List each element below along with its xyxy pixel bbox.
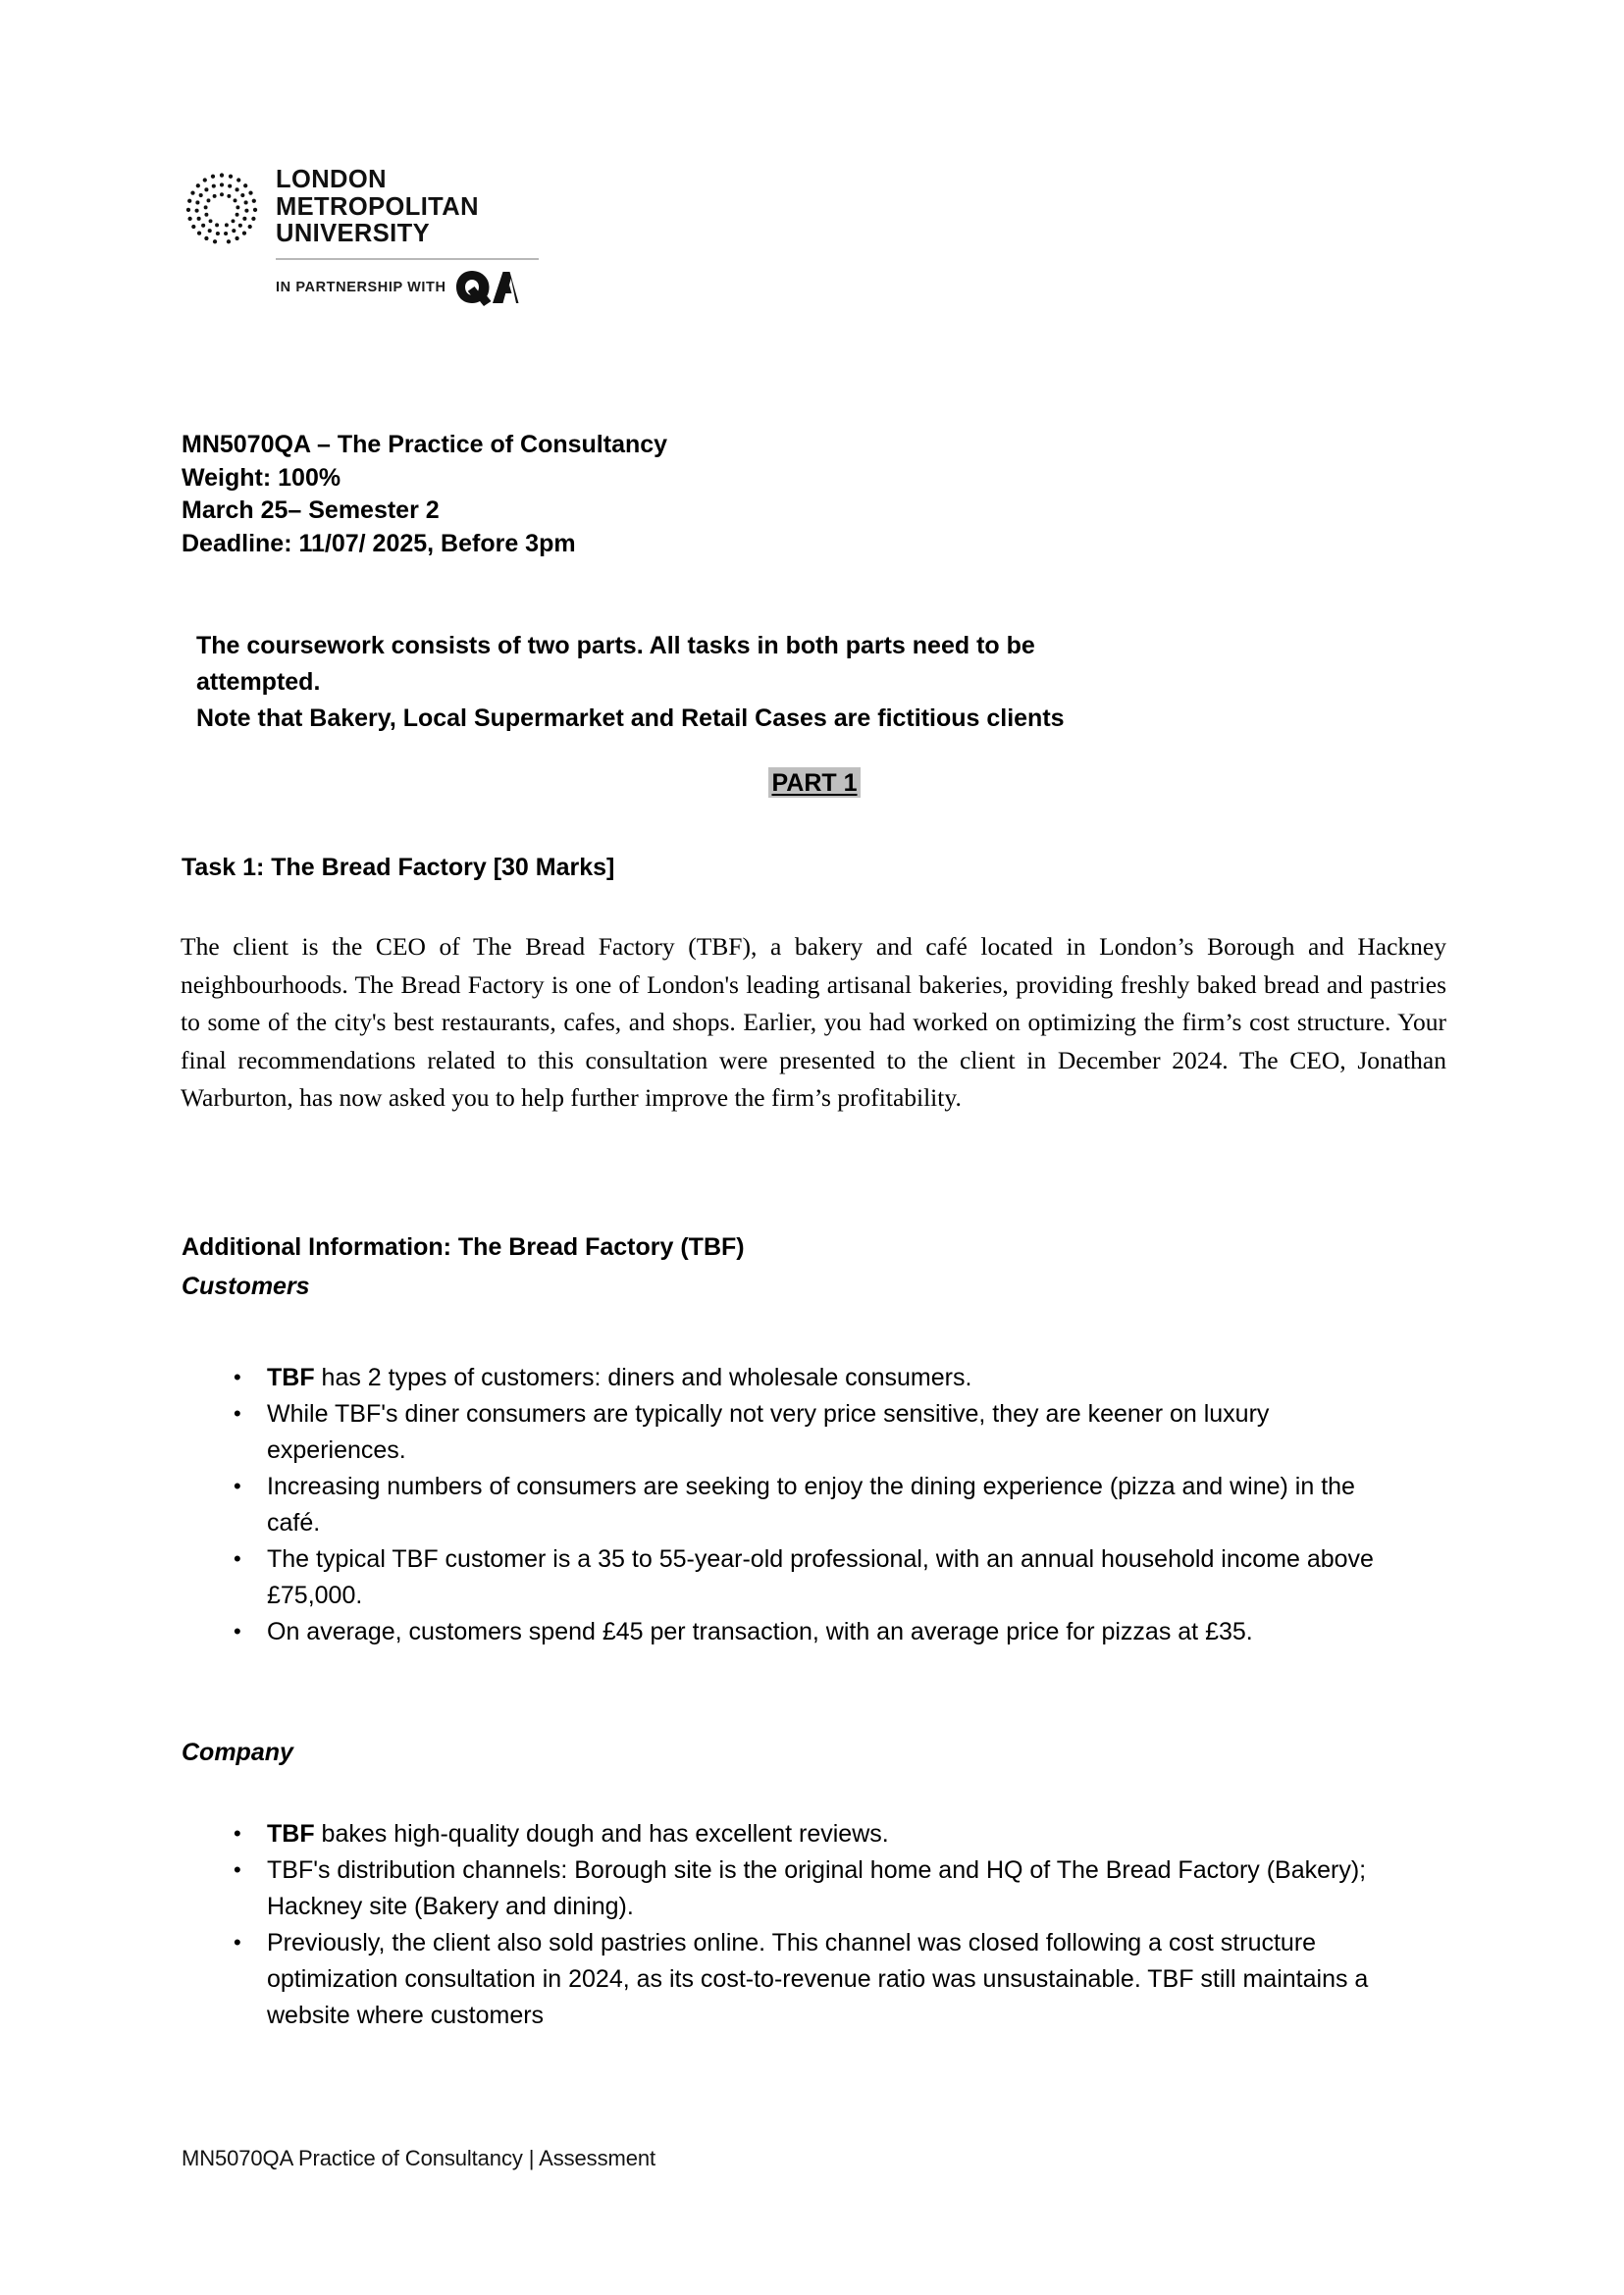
bullet-bold-lead: TBF: [267, 1364, 315, 1391]
task-1-heading: Task 1: The Bread Factory [30 Marks]: [182, 854, 615, 881]
list-item: [210, 1541, 1388, 1614]
logo-line-london: LONDON: [276, 166, 387, 193]
logo-row: [182, 167, 594, 249]
instruction-line-2: attempted.: [196, 668, 321, 696]
list-item: [210, 1614, 1388, 1650]
term-line: March 25– Semester 2: [182, 496, 440, 524]
additional-information-heading: Additional Information: The Bread Factory (TBF): [182, 1233, 745, 1261]
list-item: [210, 1925, 1388, 2034]
logo-line-university: UNIVERSITY: [276, 220, 431, 247]
bullet-text: TBF's distribution channels: Borough site is the original home and HQ of The Bread Factory (Bakery); Hackney site (Bakery and dining).: [267, 1856, 1367, 1920]
company-subheading: Company: [182, 1739, 293, 1766]
logo-divider: [276, 258, 539, 260]
coursework-instructions: [196, 628, 1447, 737]
list-item: [210, 1816, 1388, 1852]
university-logo: [182, 167, 594, 306]
task-1-case-paragraph: The client is the CEO of The Bread Factory (TBF), a bakery and café located in London’s Borough and Hackney neighbourhoods. The Bread Factory is one of London's leading artisanal bakeries, providing freshly baked bread and pastries to some of the city's best restaurants, cafes, and shops. Earlier, you had worked on optimizing the firm’s cost structure. Your final recommendations related to this consultation were presented to the client in December 2024. The CEO, Jonathan Warburton, has now asked you to help further improve the firm’s profitability.: [181, 932, 1446, 1112]
bullet-text: While TBF's diner consumers are typically not very price sensitive, they are keener on luxury experiences.: [267, 1400, 1270, 1464]
bullet-text: Previously, the client also sold pastries online. This channel was closed following a cost structure optimization consultation in 2024, as its cost-to-revenue ratio was unsustainable. TBF still maintains a website where customers: [267, 1929, 1369, 2029]
company-bullet-list: [210, 1816, 1388, 2034]
part-heading-wrap: [182, 767, 1447, 798]
bullet-text: Increasing numbers of consumers are seeking to enjoy the dining experience (pizza and wine) in the café.: [267, 1473, 1355, 1537]
bullet-bold-lead: TBF: [267, 1820, 315, 1848]
customers-bullet-list: [210, 1360, 1388, 1650]
list-item: [210, 1396, 1388, 1469]
customers-subheading: Customers: [182, 1273, 310, 1300]
partnership-row: [276, 269, 594, 306]
partnership-label: IN PARTNERSHIP WITH: [276, 279, 446, 295]
list-item: [210, 1852, 1388, 1925]
bullet-text: bakes high-quality dough and has excellent reviews.: [314, 1820, 889, 1848]
logo-wordmark: [276, 167, 479, 248]
assignment-header: [182, 429, 1447, 560]
dotted-ring-icon: [182, 169, 262, 249]
module-code-title: MN5070QA – The Practice of Consultancy: [182, 431, 668, 458]
bullet-text: The typical TBF customer is a 35 to 55-year-old professional, with an annual household income above £75,000.: [267, 1545, 1374, 1609]
bullet-text: On average, customers spend £45 per transaction, with an average price for pizzas at £35.: [267, 1618, 1253, 1645]
deadline-line: Deadline: 11/07/ 2025, Before 3pm: [182, 529, 576, 557]
instruction-line-3: Note that Bakery, Local Supermarket and Retail Cases are fictitious clients: [196, 704, 1065, 732]
list-item: [210, 1469, 1388, 1541]
qa-logo-icon: [454, 269, 519, 306]
logo-line-metropolitan: METROPOLITAN: [276, 192, 479, 221]
weight-line: Weight: 100%: [182, 463, 341, 492]
list-item: [210, 1360, 1388, 1396]
bullet-text: has 2 types of customers: diners and wholesale consumers.: [314, 1364, 972, 1391]
instruction-line-1: The coursework consists of two parts. All tasks in both parts need to be: [196, 632, 1035, 659]
part-1-heading: PART 1: [768, 767, 860, 798]
page-footer: MN5070QA Practice of Consultancy | Assessment: [182, 2146, 655, 2170]
